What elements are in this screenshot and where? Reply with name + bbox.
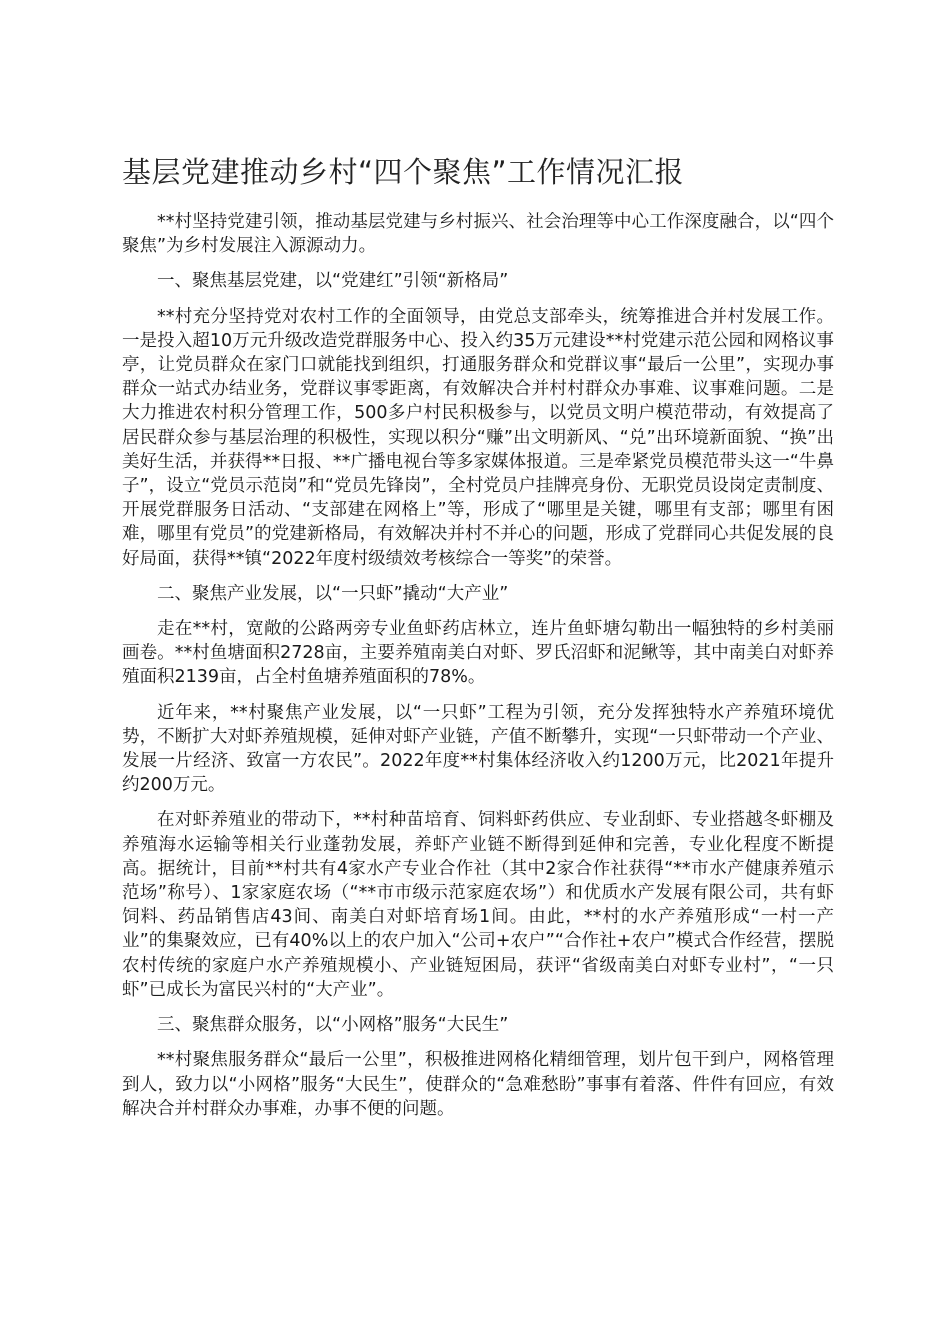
section-2-paragraph-1: 走在**村，宽敞的公路两旁专业鱼虾药店林立，连片鱼虾塘勾勒出一幅独特的乡村美丽画卷。**村鱼塘面积2728亩，主要养殖南美白对虾、罗氏沼虾和泥鳅等，其中南美白对虾养殖面积2139亩，占全村鱼塘养殖面积的78%。 (122, 619, 834, 688)
document-page (122, 150, 834, 1132)
section-2-paragraph-3: 在对虾养殖业的带动下，**村种苗培育、饲料虾药供应、专业刮虾、专业搭越冬虾棚及养殖海水运输等相关行业蓬勃发展，养虾产业链不断得到延伸和完善，专业化程度不断提高。据统计，目前**村共有4家水产专业合作社（其中2家合作社获得“**市水产健康养殖示范场”称号）、1家家庭农场（“**市市级示范家庭农场”）和优质水产发展有限公司，共有虾饲料、药品销售店43间、南美白对虾培育场1间。由此，**村的水产养殖形成“一村一产业”的集聚效应，已有40%以上的农户加入“公司+农户”“合作社+农户”模式合作经营，摆脱农村传统的家庭户水产养殖规模小、产业链短困局，获评“省级南美白对虾专业村”，“一只虾”已成长为富民兴村的“大产业”。 (122, 810, 834, 1000)
section-2-heading: 二、聚焦产业发展，以“一只虾”撬动“大产业” (157, 583, 509, 604)
section-3-heading: 三、聚焦群众服务，以“小网格”服务“大民生” (157, 1015, 509, 1036)
section-1-heading: 一、聚焦基层党建，以“党建红”引领“新格局” (157, 271, 509, 292)
section-3-paragraph-1: **村聚焦服务群众“最后一公里”，积极推进网格化精细管理，划片包干到户，网格管理到人，致力以“小网格”服务“大民生”，使群众的“急难愁盼”事事有着落、件件有回应，有效解决合并村群众办事难，办事不便的问题。 (122, 1050, 834, 1119)
intro-paragraph: **村坚持党建引领，推动基层党建与乡村振兴、社会治理等中心工作深度融合，以“四个聚焦”为乡村发展注入源源动力。 (122, 212, 834, 257)
section-2-paragraph-2: 近年来，**村聚焦产业发展，以“一只虾”工程为引领，充分发挥独特水产养殖环境优势，不断扩大对虾养殖规模，延伸对虾产业链，产值不断攀升，实现“一只虾带动一个产业、发展一片经济、致富一方农民”。2022年度**村集体经济收入约1200万元，比2021年提升约200万元。 (122, 702, 834, 796)
section-1-paragraph-1: **村充分坚持党对农村工作的全面领导，由党总支部牵头，统筹推进合并村发展工作。一是投入超10万元升级改造党群服务中心、投入约35万元建设**村党建示范公园和网格议事亭，让党员群众在家门口就能找到组织，打通服务群众和党群议事“最后一公里”，实现办事群众一站式办结业务，党群议事零距离，有效解决合并村村群众办事难、议事难问题。二是大力推进农村积分管理工作，500多户村民积极参与，以党员文明户模范带动，有效提高了居民群众参与基层治理的积极性，实现以积分“赚”出文明新风、“兑”出环境新面貌、“换”出美好生活，并获得**日报、**广播电视台等多家媒体报道。三是牵紧党员模范带头这一“牛鼻子”，设立“党员示范岗”和“党员先锋岗”，全村党员户挂牌亮身份、无职党员设岗定责制度、开展党群服务日活动、“支部建在网格上”等，形成了“哪里是关键，哪里有支部；哪里有困难，哪里有党员”的党建新格局，有效解决并村不并心的问题，形成了党群同心共促发展的良好局面，获得**镇“2022年度村级绩效考核综合一等奖”的荣誉。 (122, 306, 834, 569)
document-title: 基层党建推动乡村“四个聚焦”工作情况汇报 (122, 155, 685, 189)
